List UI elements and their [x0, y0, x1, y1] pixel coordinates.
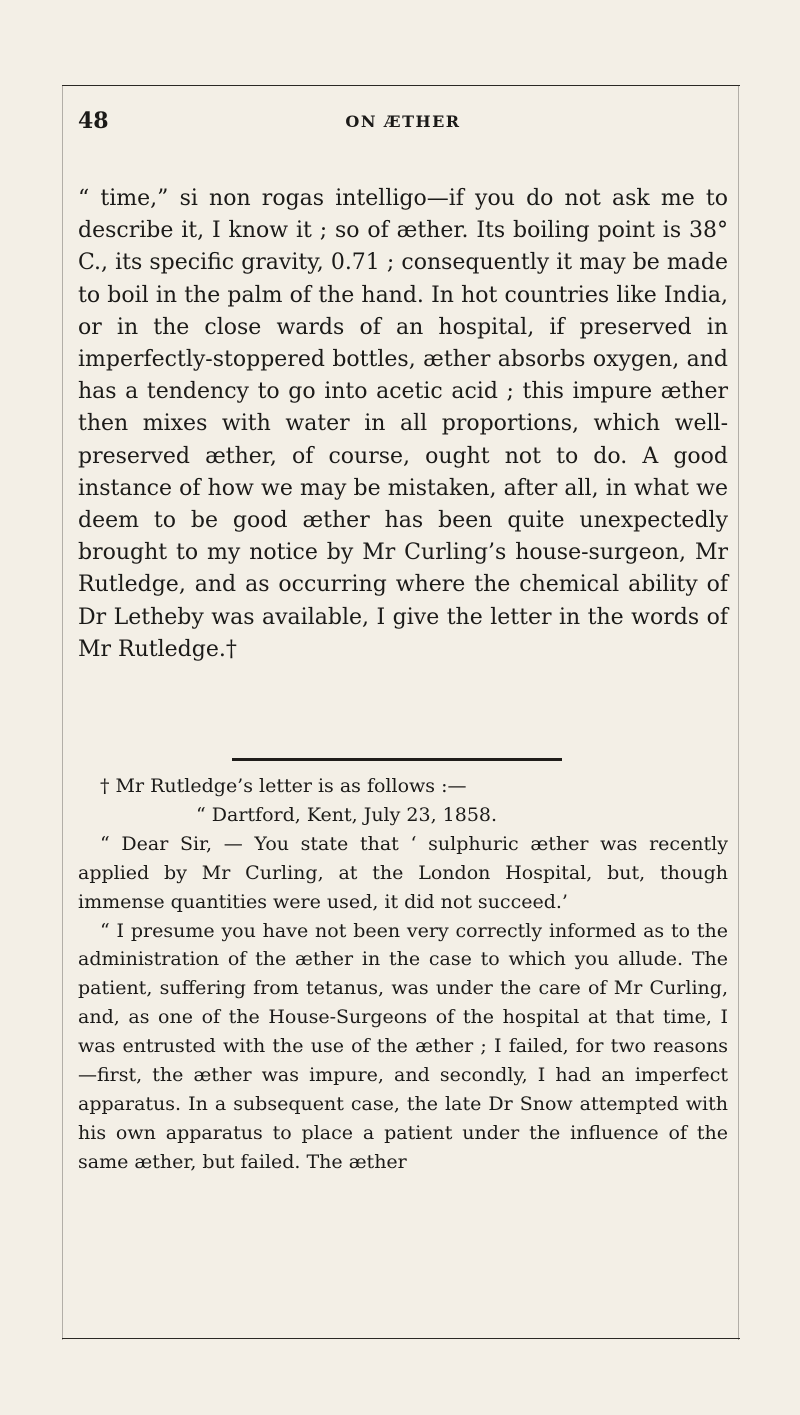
- footnote: [78, 772, 728, 1177]
- page-edge-right: [738, 85, 739, 1340]
- footnote-dateline: “ Dartford, Kent, July 23, 1858.: [196, 803, 498, 826]
- page-edge-left: [62, 85, 63, 1340]
- footnote-paragraph: “ Dear Sir, — You state that ‘ sulphuric æther was recently applied by Mr Curling, at the London Hospital, but, though immense quantities were used, it did not succeed.’: [78, 832, 728, 913]
- footnote-intro: † Mr Rutledge’s letter is as follows :—: [100, 775, 467, 797]
- page-number: 48: [78, 108, 109, 134]
- top-rule: [62, 85, 740, 86]
- running-head: ON ÆTHER: [345, 112, 461, 131]
- footnote-paragraph: “ I presume you have not been very correctly informed as to the administration of the æther in the case to which you allude. The patient, suffering from tetanus, was under the care of Mr Curling, and, as one of the House-Surgeons of the hospital at that time, I was entrusted with the use of the æther ; I failed, for two reasons—first, the æther was impure, and secondly, I had an imperfect apparatus. In a subsequent case, the late Dr Snow attempted with his own apparatus to place a patient under the influence of the same æther, but failed. The æther: [78, 919, 728, 1173]
- footnote-rule: [232, 758, 562, 761]
- page-header: [78, 108, 728, 138]
- bottom-rule: [62, 1338, 740, 1339]
- body-paragraph: “ time,” si non rogas intelligo—if you do not ask me to describe it, I know it ; so of æther. Its boiling point is 38° C., its specific gravity, 0.71 ; consequently it may be made to boil in the palm of the hand. In hot countries like India, or in the close wards of an hospital, if preserved in imperfectly-stoppered bottles, æther absorbs oxygen, and has a tendency to go into acetic acid ; this impure æther then mixes with water in all proportions, which well-preserved æther, of course, ought not to do. A good instance of how we may be mistaken, after all, in what we deem to be good æther has been quite unexpectedly brought to my notice by Mr Curling’s house-surgeon, Mr Rutledge, and as occurring where the chemical ability of Dr Letheby was available, I give the letter in the words of Mr Rutledge.†: [78, 186, 728, 662]
